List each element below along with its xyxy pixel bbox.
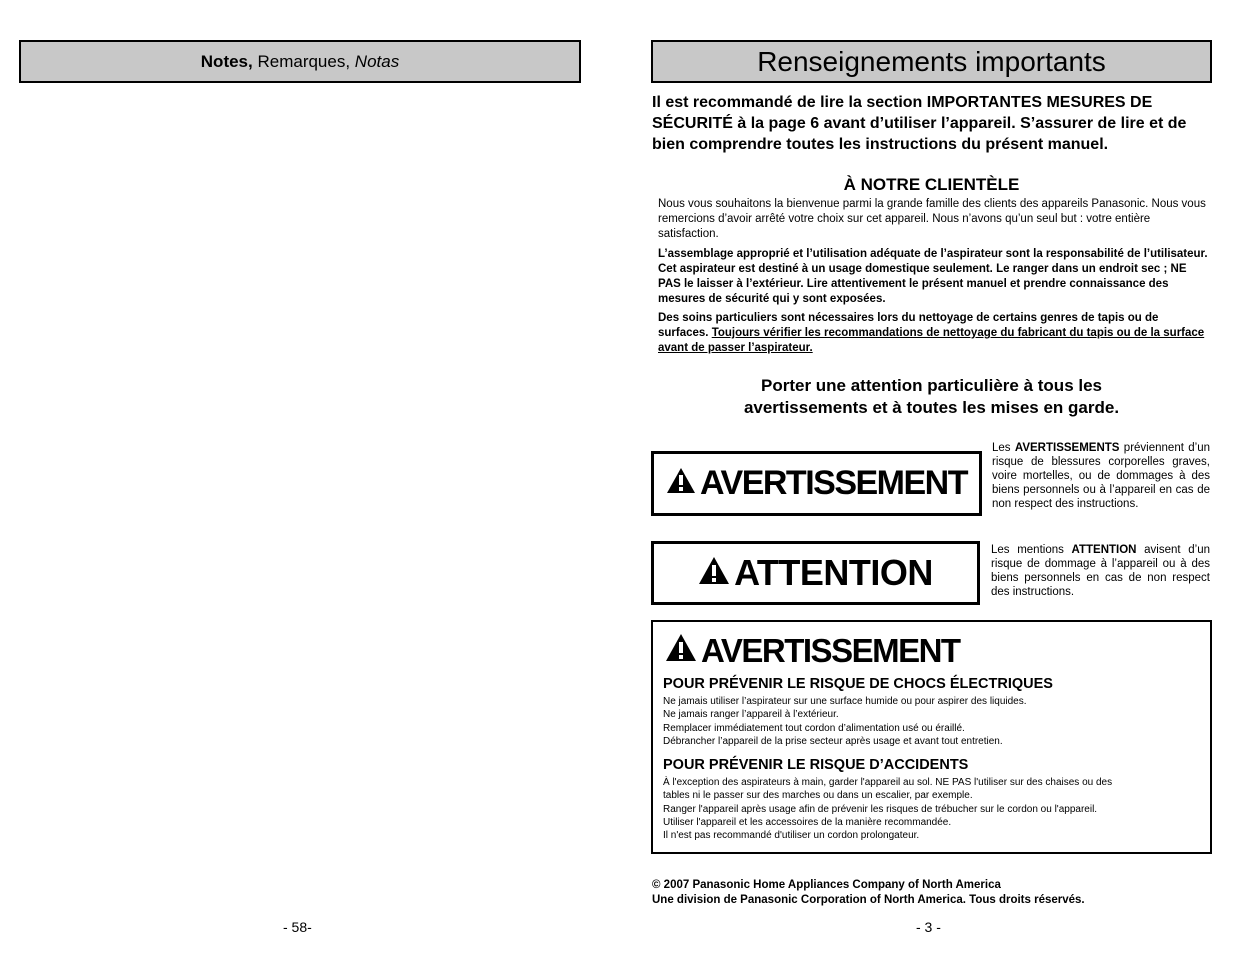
list-item: Ranger l'appareil après usage afin de prévenir les risques de trébucher sur le cordon ou l'appareil. xyxy=(663,803,1098,815)
caution-signal-word: ATTENTION xyxy=(734,552,933,593)
caution-description xyxy=(991,543,1210,599)
intro-paragraph: Il est recommandé de lire la section IMPORTANTES MESURES DE SÉCURITÉ à la page 6 avant d’utiliser l’appareil. S’assurer de lire et de bien comprendre toutes les instructions du présent manuel. xyxy=(652,94,1187,153)
list-item: Ne jamais ranger l’appareil à l’extérieur. xyxy=(663,709,839,721)
client-paragraph-3 xyxy=(658,311,1208,356)
list-item: Utiliser l'appareil et les accessoires de la manière recommandée. xyxy=(663,816,952,828)
warning-triangle-icon xyxy=(665,632,697,670)
copyright xyxy=(652,878,1212,908)
client-heading: À NOTRE CLIENTÈLE xyxy=(843,175,1020,194)
client-paragraph-2: L’assemblage approprié et l’utilisation adéquate de l’aspirateur sont la responsabilité de l’utilisateur. Cet aspirateur est destiné à un usage domestique seulement. Le ranger dans un endroit sec ; NE PAS le laisser à l’extérieur. Lire attentivement le présent manuel et prendre connaissance des mesures de sécurité qui y sont exposées. xyxy=(658,248,1208,305)
list-item: À l'exception des aspirateurs à main, garder l'appareil au sol. NE PAS l'utiliser sur des chaises ou des xyxy=(663,777,1113,788)
warning-signal-word: AVERTISSEMENT xyxy=(699,464,967,502)
client-paragraph-3-underlined: Toujours vérifier les recommandations de nettoyage du fabricant du tapis ou de la surface avant de passer l’aspirateur. xyxy=(658,327,1205,354)
client-paragraph-1: Nous vous souhaitons la bienvenue parmi la grande famille des clients des appareils Panasonic. Nous vous remercions d’avoir arrêté votre choix sur cet appareil. Nous n’avons qu’un seul but : votre entière satisfaction. xyxy=(658,198,1206,240)
attention-note xyxy=(651,375,1212,419)
warning-description xyxy=(992,441,1210,511)
warning-panel xyxy=(651,620,1212,854)
copyright-line-2: Une division de Panasonic Corporation of North America. Tous droits réservés. xyxy=(652,894,1085,906)
list-item: Ne jamais utiliser l’aspirateur sur une surface humide ou pour aspirer des liquides. xyxy=(663,696,1027,707)
caution-desc-bold: ATTENTION xyxy=(1071,544,1137,556)
page-title: Renseignements importants xyxy=(651,40,1212,83)
electric-shock-list xyxy=(663,695,1203,748)
warning-desc-bold: AVERTISSEMENTS xyxy=(1014,442,1120,454)
notes-header xyxy=(19,40,581,83)
list-item: tables ni le passer sur des marches ou dans un escalier, par exemple. xyxy=(663,790,973,802)
caution-desc-post: avisent d’un risque de dommage à l’appareil ou à des biens personnels en cas de non respect des instructions. xyxy=(991,544,1210,598)
accident-heading: POUR PRÉVENIR LE RISQUE D’ACCIDENTS xyxy=(663,757,969,773)
caution-desc-pre: Les mentions xyxy=(991,544,1072,556)
warning-desc-pre: Les xyxy=(992,442,1015,454)
electric-shock-heading: POUR PRÉVENIR LE RISQUE DE CHOCS ÉLECTRIQUES xyxy=(663,676,1053,692)
copyright-line-1: © 2007 Panasonic Home Appliances Company of North America xyxy=(652,879,1001,891)
warning-panel-title xyxy=(665,632,960,670)
caution-signal-box xyxy=(651,541,980,605)
accident-list xyxy=(663,776,1203,842)
list-item: Débrancher l’appareil de la prise secteur après usage et avant tout entretien. xyxy=(663,735,1003,747)
client-paragraph-3-text: Des soins particuliers sont nécessaires lors du nettoyage de certains genres de tapis ou de surfaces. xyxy=(658,312,1159,339)
list-item: Remplacer immédiatement tout cordon d’alimentation usé ou éraillé. xyxy=(663,722,965,734)
list-item: Il n'est pas recommandé d'utiliser un cordon prolongateur. xyxy=(663,830,920,842)
page-number-left: - 58- xyxy=(283,919,312,935)
page-number-right: - 3 - xyxy=(916,919,941,935)
warning-triangle-icon xyxy=(698,552,730,594)
warning-triangle-icon xyxy=(666,464,696,503)
warning-panel-title-text: AVERTISSEMENT xyxy=(701,632,960,669)
warning-desc-post: préviennent d’un risque de blessures corporelles graves, voire mortelles, ou de dommages à des biens personnels ou à l’appareil en cas de non respect des instructions. xyxy=(992,442,1210,510)
notes-header-bold: Notes, xyxy=(200,52,253,71)
notes-header-regular: Remarques, xyxy=(252,52,355,71)
notes-header-italic: Notas xyxy=(354,52,400,71)
attention-note-line-1: Porter une attention particulière à tous les xyxy=(760,376,1103,395)
attention-note-line-2: avertissements et à toutes les mises en garde. xyxy=(743,398,1120,417)
warning-signal-box xyxy=(651,451,982,516)
